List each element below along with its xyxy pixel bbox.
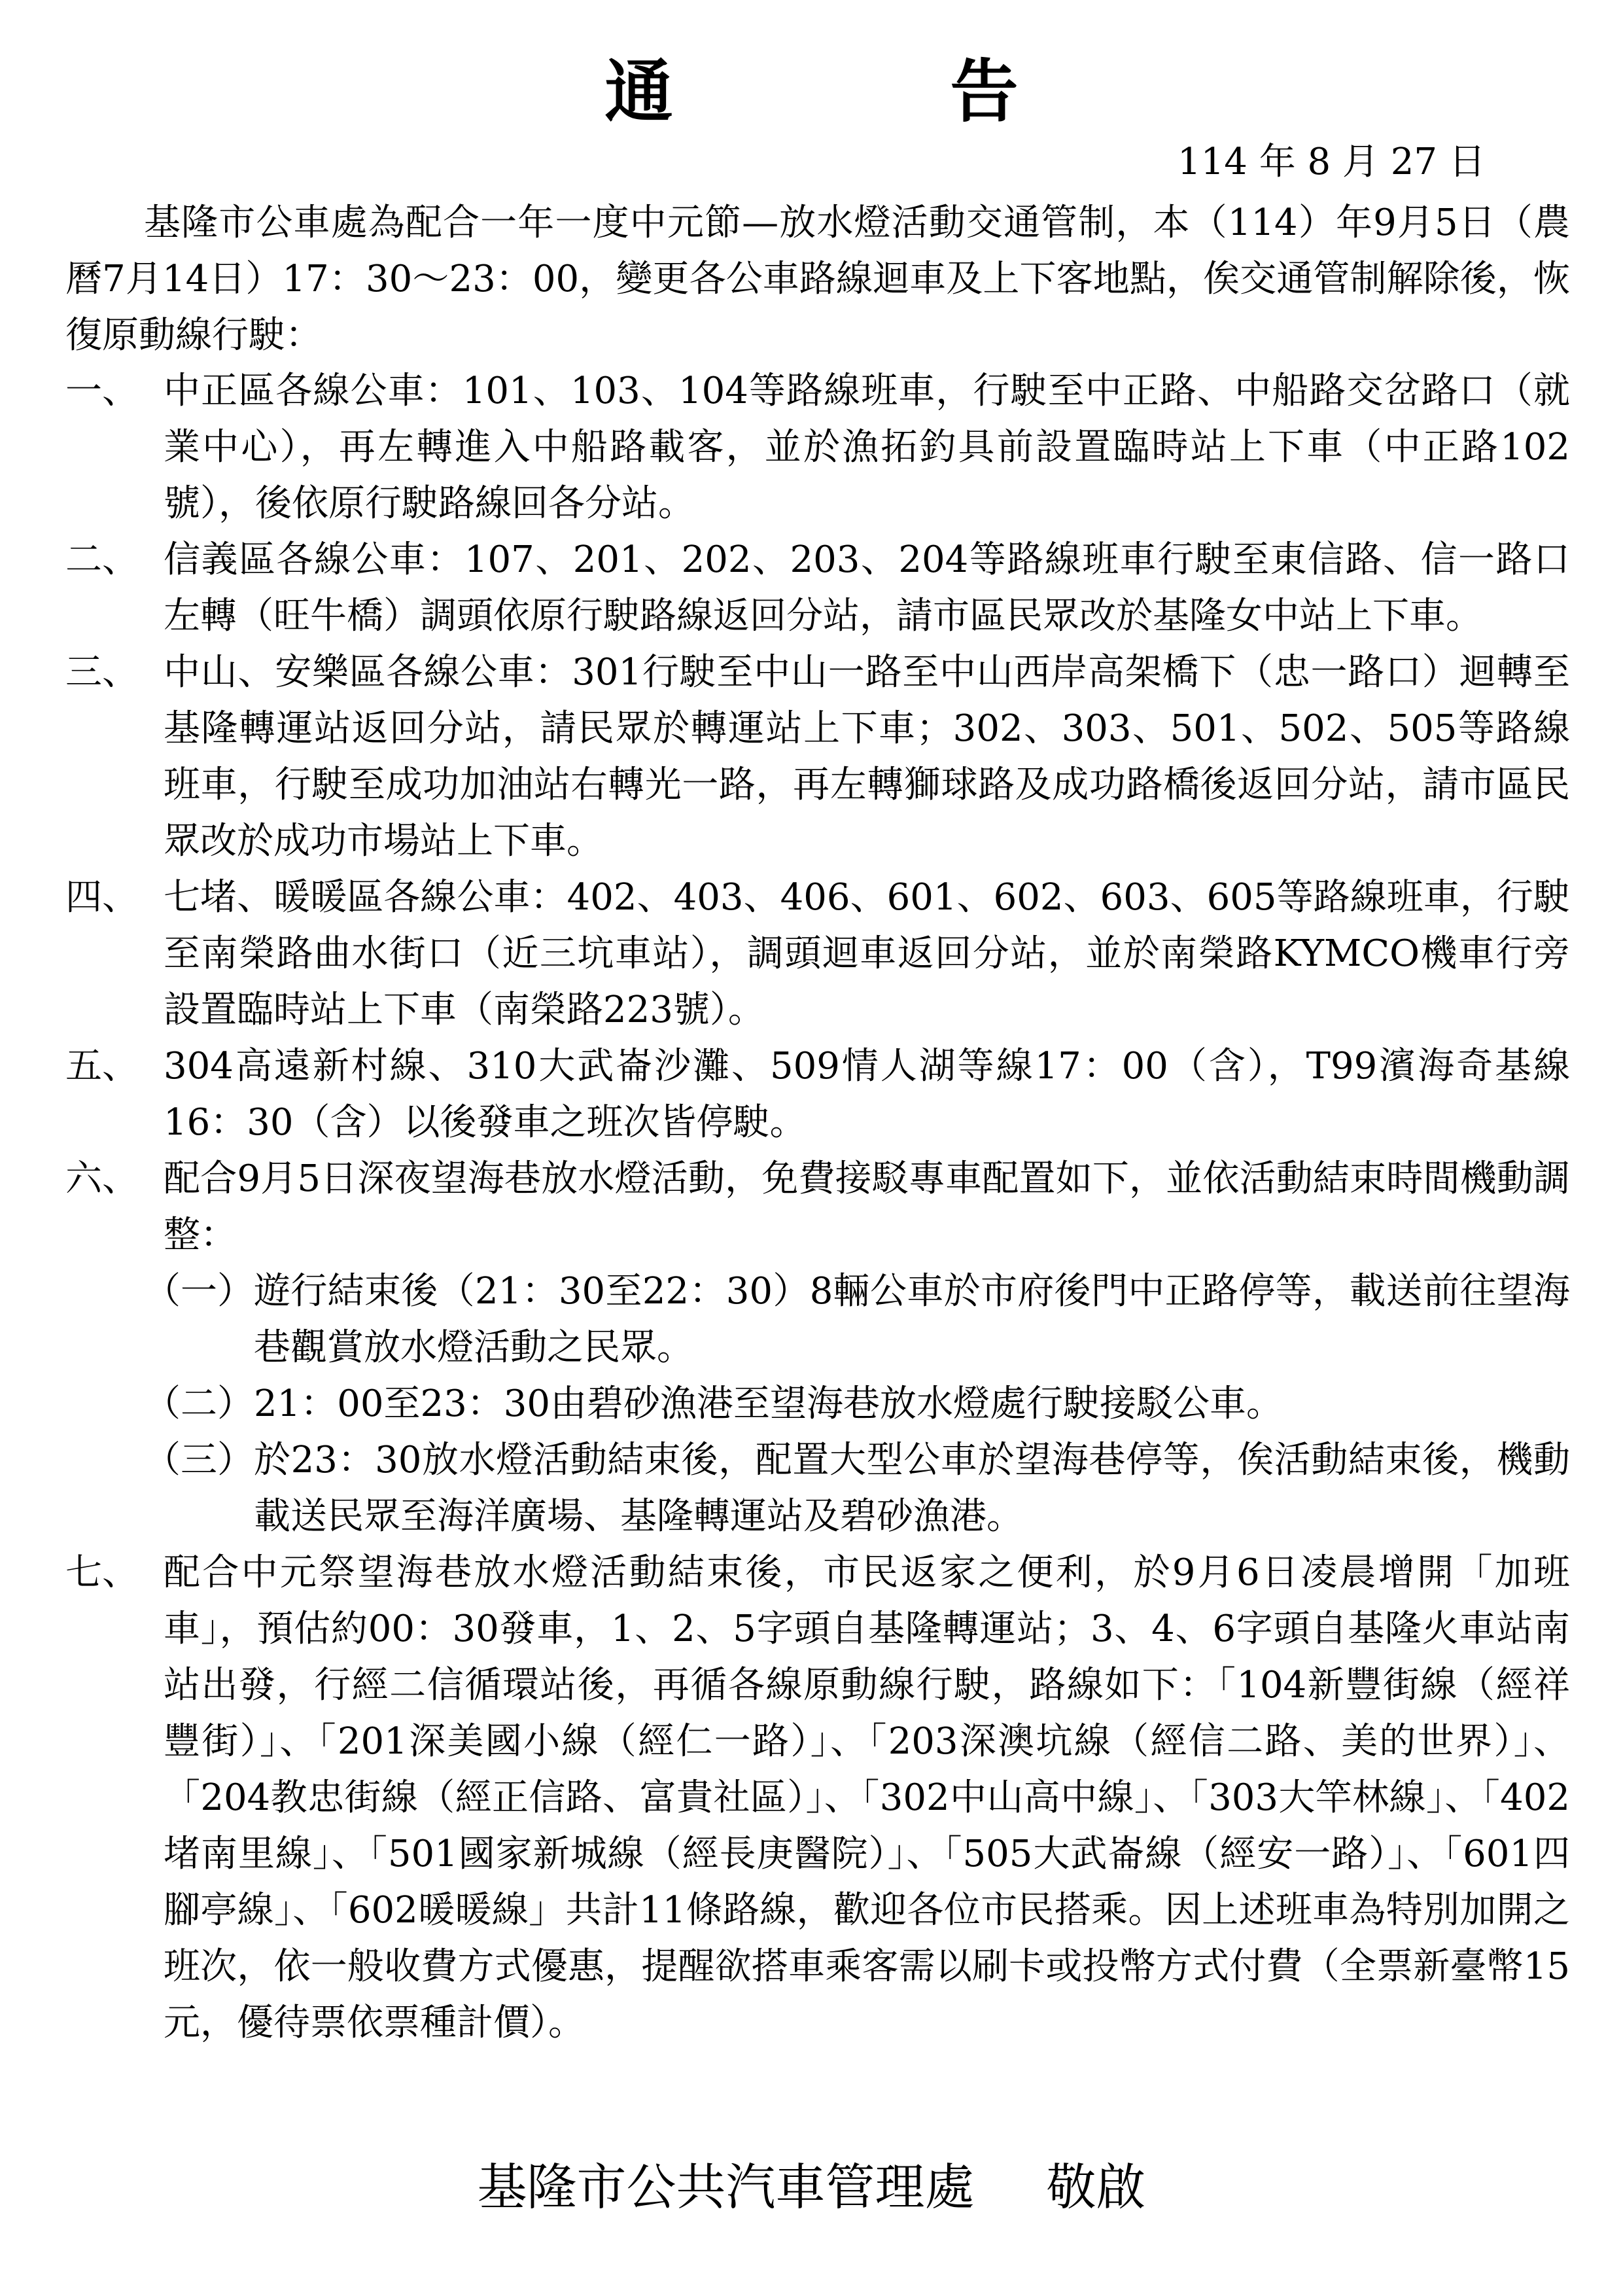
sub-item-text: 於23：30放水燈活動結束後，配置大型公車於望海巷停等，俟活動結束後，機動載送民眾至海洋廣場、基隆轉運站及碧砂漁港。 (254, 1439, 1570, 1538)
item-number: 五、 (65, 1045, 139, 1087)
sub-item-text: 21：00至23：30由碧砂漁港至望海巷放水燈處行駛接駁公車。 (254, 1383, 1283, 1425)
sub-list-item (144, 1263, 1570, 1376)
item-number: 六、 (65, 1157, 139, 1200)
list-item (65, 532, 1570, 645)
notice-title: 通 告 (604, 51, 1123, 132)
item-text: 信義區各線公車：107、201、202、203、204等路線班車行駛至東信路、信一路口左轉（旺牛橋）調頭依原行駛路線返回分站，請市區民眾改於基隆女中站上下車。 (164, 539, 1570, 637)
item-text: 中正區各線公車：101、103、104等路線班車，行駛至中正路、中船路交岔路口（就業中心），再左轉進入中船路載客，並於漁拓釣具前設置臨時站上下車（中正路102號），後依原行駛路線回各分站。 (164, 370, 1570, 525)
list-item (65, 363, 1570, 532)
sub-item-number: （一） (144, 1270, 254, 1313)
notice-items (65, 363, 1570, 2051)
intro-text: 基隆市公車處為配合一年一度中元節—放水燈活動交通管制，本（114）年9月5日（農曆7月14日）17：30～23：00，變更各公車路線迴車及上下客地點，俟交通管制解除後，恢復原動線行駛： (65, 202, 1570, 357)
item-number: 四、 (65, 876, 139, 919)
item-text: 中山、安樂區各線公車：301行駛至中山一路至中山西岸高架橋下（忠一路口）迴轉至基隆轉運站返回分站，請民眾於轉運站上下車；302、303、501、502、505等路線班車，行駛至成功加油站右轉光一路，再左轉獅球路及成功路橋後返回分站，請市區民眾改於成功市場站上下車。 (164, 651, 1570, 862)
list-item (65, 1038, 1570, 1151)
item-text: 七堵、暖暖區各線公車：402、403、406、601、602、603、605等路線班車，行駛至南榮路曲水街口（近三坑車站），調頭迴車返回分站，並於南榮路KYMCO機車行旁設置臨時站上下車（南榮路223號）。 (164, 876, 1570, 1031)
sub-item-number: （二） (144, 1383, 254, 1425)
intro-paragraph (65, 195, 1570, 364)
item-text: 304高遠新村線、310大武崙沙灘、509情人湖等線17：00（含），T99濱海奇基線16：30（含）以後發車之班次皆停駛。 (164, 1045, 1570, 1144)
list-item (65, 645, 1570, 870)
sub-list-item (144, 1432, 1570, 1545)
list-item (65, 1151, 1570, 1263)
item-number: 二、 (65, 539, 139, 581)
list-item (65, 1545, 1570, 2051)
signature-closing: 敬啟 (1046, 2158, 1146, 2216)
notice-date: 114 年 8 月 27 日 (1178, 141, 1486, 183)
sub-item-number: （三） (144, 1439, 254, 1481)
item-number: 一、 (65, 370, 139, 412)
item-text: 配合中元祭望海巷放水燈活動結束後，市民返家之便利，於9月6日凌晨增開「加班車」，預估約00：30發車，1、2、5字頭自基隆轉運站；3、4、6字頭自基隆火車站南站出發，行經二信循環站後，再循各線原動線行駛，路線如下：「104新豐街線（經祥豐街）」、「201深美國小線（經仁一路）」、「203深澳坑線（經信二路、美的世界）」、「204教忠街線（經正信路、富貴社區）」、「302中山高中線」、「303大竿林線」、「402堵南里線」、「501國家新城線（經長庚醫院）」、「505大武崙線（經安一路）」、「601四腳亭線」、「602暖暖線」共計11條路線，歡迎各位市民搭乘。因上述班車為特別加開之班次，依一般收費方式優惠，提醒欲搭車乘客需以刷卡或投幣方式付費（全票新臺幣15元，優待票依票種計價）。 (164, 1551, 1570, 2044)
signature-org: 基隆市公共汽車管理處 (477, 2158, 975, 2216)
sub-item-text: 遊行結束後（21：30至22：30）8輛公車於市府後門中正路停等，載送前往望海巷觀賞放水燈活動之民眾。 (254, 1270, 1570, 1369)
item-number: 三、 (65, 651, 139, 694)
item-number: 七、 (65, 1551, 139, 1594)
sub-list-item (144, 1376, 1570, 1432)
list-item (65, 870, 1570, 1038)
item-text: 配合9月5日深夜望海巷放水燈活動，免費接駁專車配置如下，並依活動結束時間機動調整： (164, 1157, 1570, 1256)
signature (0, 2151, 1623, 2223)
